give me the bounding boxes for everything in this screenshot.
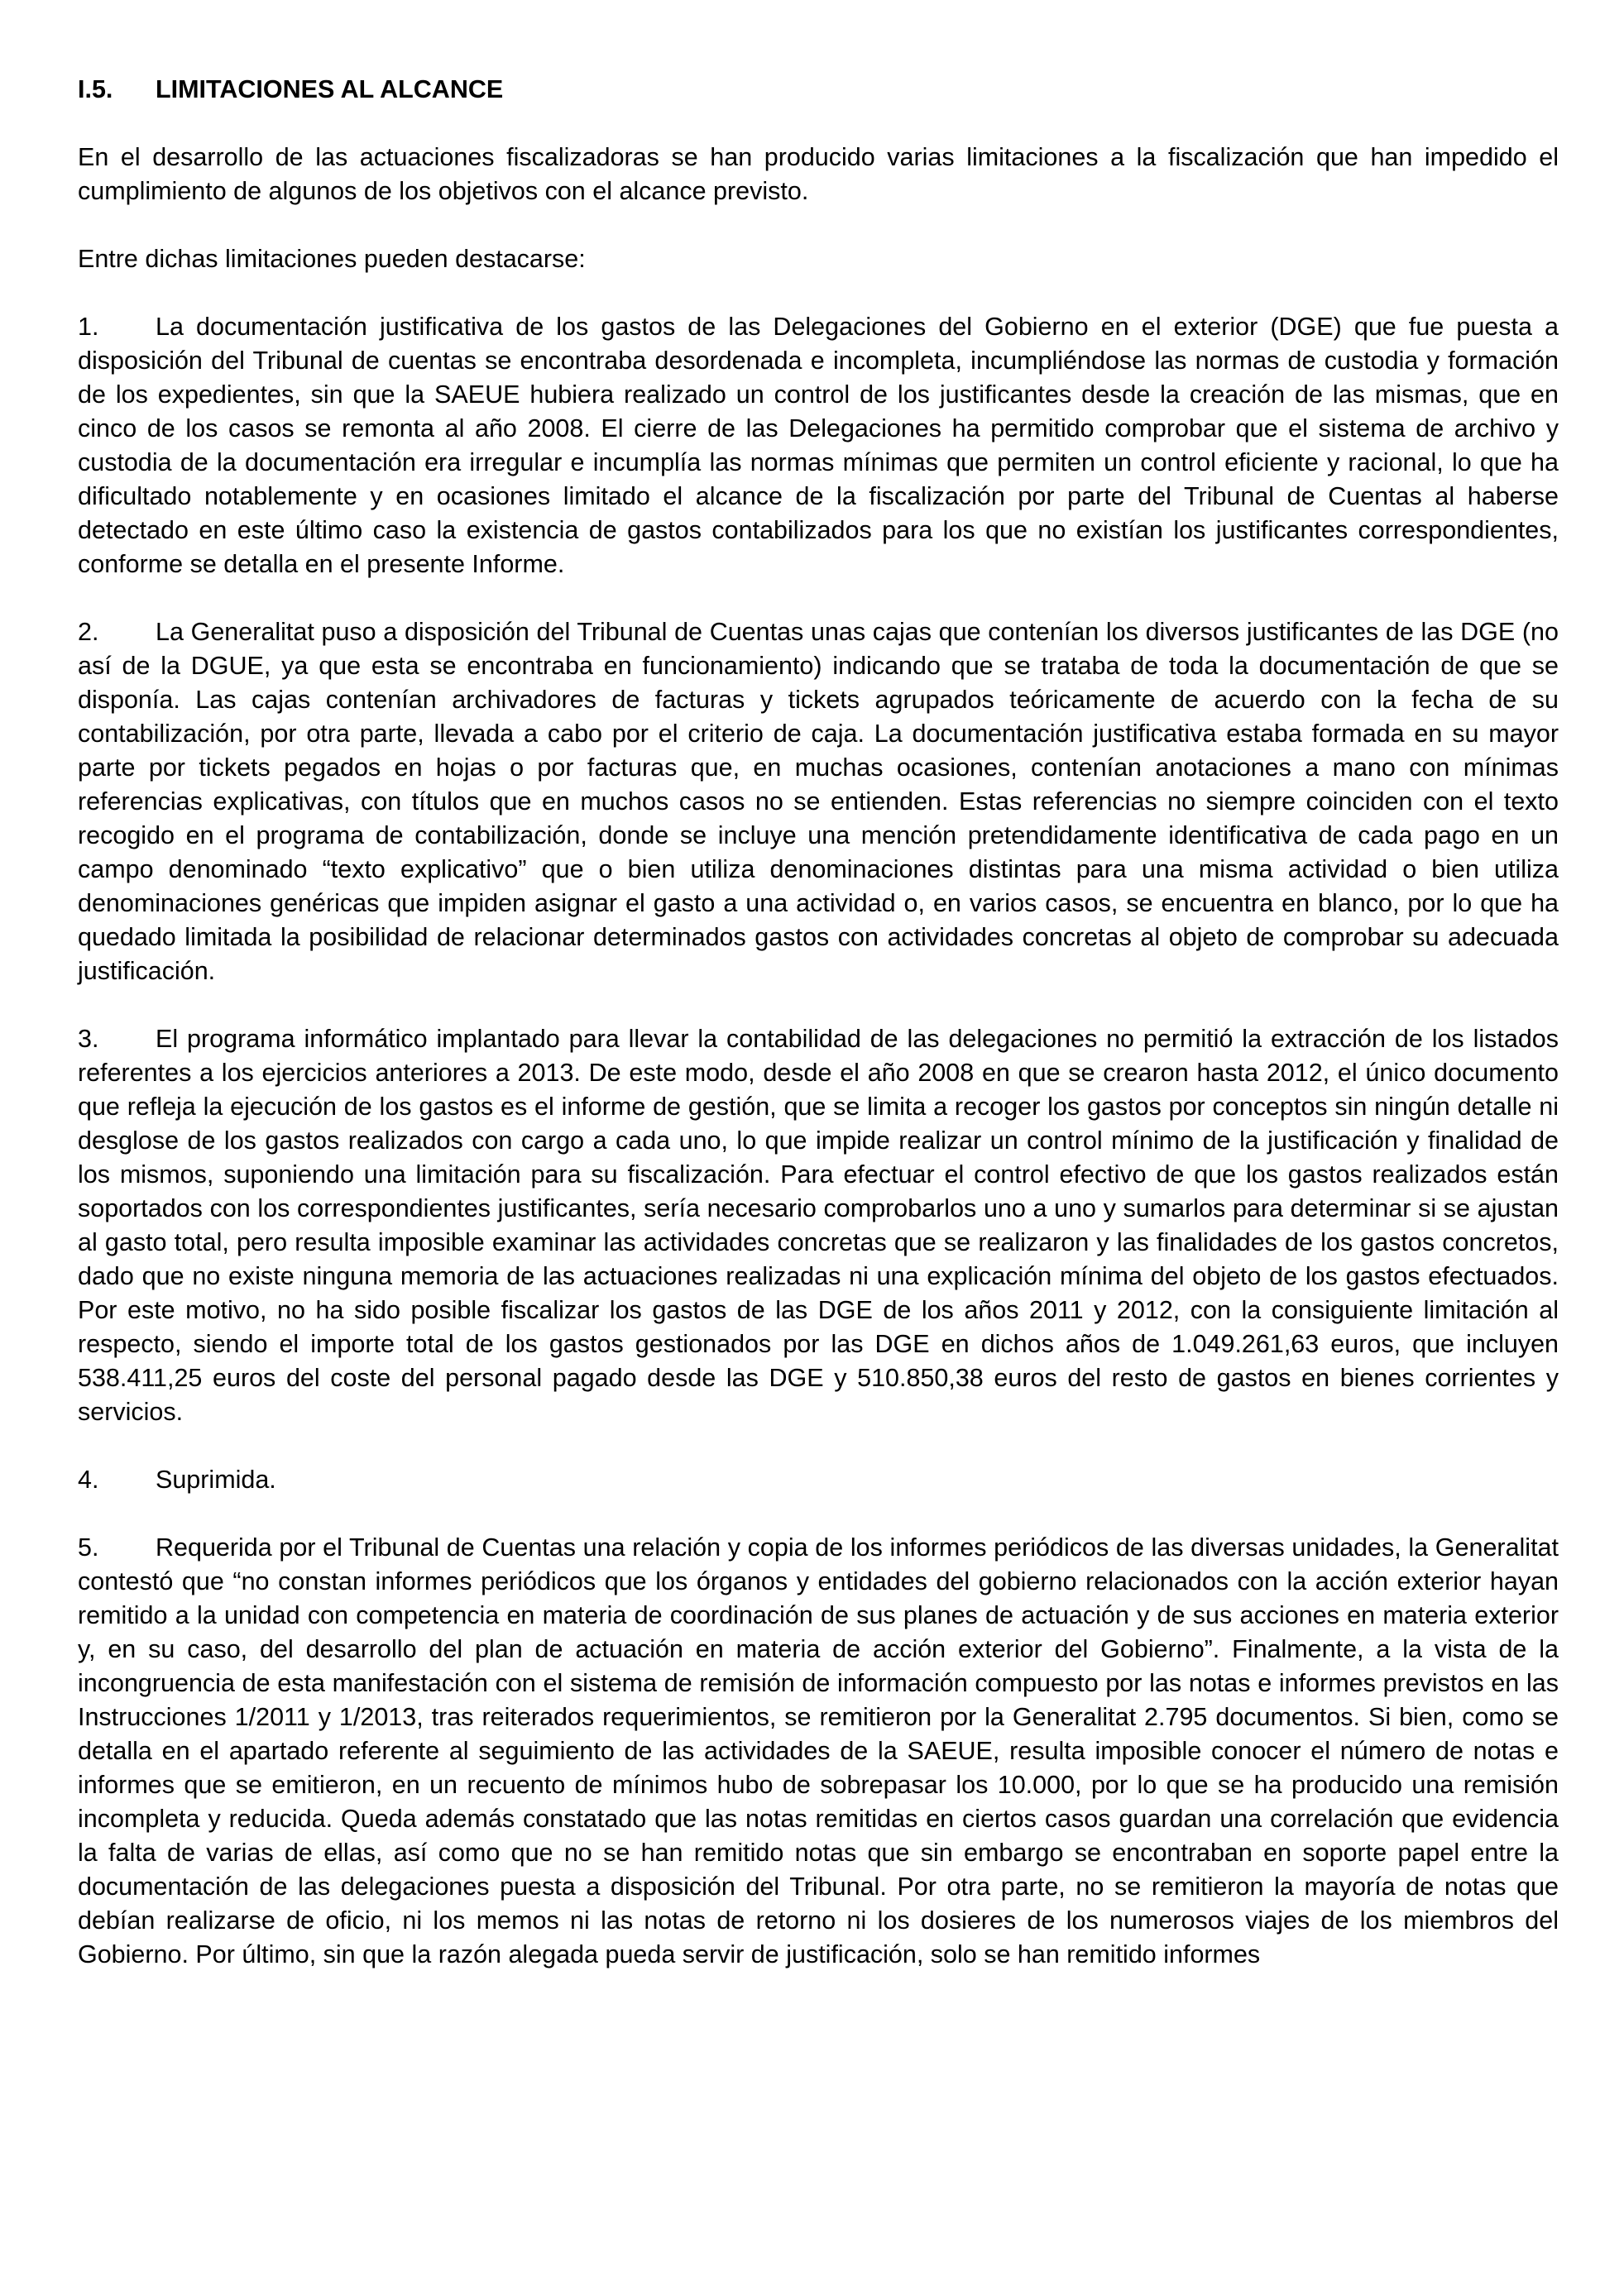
item-text: Suprimida.: [156, 1466, 276, 1494]
item-text: La Generalitat puso a disposición del Tribunal de Cuentas unas cajas que contenían los diversos justificantes de las DGE (no así de la DGUE, ya que esta se encontraba en funcionamiento) indicando que se trataba de toda la documentación de que se disponía. Las cajas contenían archivadores de facturas y tickets agrupados teóricamente de acuerdo con la fecha de su contabilización, por otra parte, llevada a cabo por el criterio de caja. La documentación justificativa estaba formada en su mayor parte por tickets pegados en hojas o por facturas que, en muchas ocasiones, contenían anotaciones a mano con mínimas referencias explicativas, con títulos que en muchos casos no se entienden. Estas referencias no siempre coinciden con el texto recogido en el programa de contabilización, donde se incluye una mención pretendidamente identificativa de cada pago en un campo denominado “texto explicativo” que o bien utiliza denominaciones distintas para una misma actividad o bien utiliza denominaciones genéricas que impiden asignar el gasto a una actividad o, en varios casos, se encuentra en blanco, por lo que ha quedado limitada la posibilidad de relacionar determinados gastos con actividades concretas al objeto de comprobar su adecuada justificación.: [78, 618, 1559, 985]
item-text: El programa informático implantado para llevar la contabilidad de las delegaciones no permitió la extracción de los listados referentes a los ejercicios anteriores a 2013. De este modo, desde el año 2008 en que se crearon hasta 2012, el único documento que refleja la ejecución de los gastos es el informe de gestión, que se limita a recoger los gastos por conceptos sin ningún detalle ni desglose de los gastos realizados con cargo a cada uno, lo que impide realizar un control mínimo de la justificación y finalidad de los mismos, suponiendo una limitación para su fiscalización. Para efectuar el control efectivo de que los gastos realizados están soportados con los correspondientes justificantes, sería necesario comprobarlos uno a uno y sumarlos para determinar si se ajustan al gasto total, pero resulta imposible examinar las actividades concretas que se realizaron y las finalidades de los gastos concretos, dado que no existe ninguna memoria de las actuaciones realizadas ni una explicación mínima del objeto de los gastos efectuados. Por este motivo, no ha sido posible fiscalizar los gastos de las DGE de los años 2011 y 2012, con la consiguiente limitación al respecto, siendo el importe total de los gastos gestionados por las DGE en dichos años de 1.049.261,63 euros, que incluyen 538.411,25 euros del coste del personal pagado desde las DGE y 510.850,38 euros del resto de gastos en bienes corrientes y servicios.: [78, 1025, 1559, 1426]
item-number: 4.: [78, 1466, 99, 1494]
document-page: [78, 73, 1559, 2006]
item-number: 1.: [78, 313, 99, 341]
item-number: 2.: [78, 618, 99, 646]
item-number: 5.: [78, 1533, 99, 1562]
section-number: I.5.: [78, 75, 113, 103]
limitation-item-3: [78, 1022, 1559, 1429]
limitation-item-4: [78, 1463, 1559, 1497]
item-text: La documentación justificativa de los gastos de las Delegaciones del Gobierno en el exterior (DGE) que fue puesta a disposición del Tribunal de cuentas se encontraba desordenada e incompleta, incumpliéndose las normas de custodia y formación de los expedientes, sin que la SAEUE hubiera realizado un control de los justificantes desde la creación de las mismas, que en cinco de los casos se remonta al año 2008. El cierre de las Delegaciones ha permitido comprobar que el sistema de archivo y custodia de la documentación era irregular e incumplía las normas mínimas que permiten un control eficiente y racional, lo que ha dificultado notablemente y en ocasiones limitado el alcance de la fiscalización por parte del Tribunal de Cuentas al haberse detectado en este último caso la existencia de gastos contabilizados para los que no existían los justificantes correspondientes, conforme se detalla en el presente Informe.: [78, 313, 1559, 578]
limitation-item-2: [78, 615, 1559, 988]
lead-paragraph: Entre dichas limitaciones pueden destacarse:: [78, 245, 586, 273]
item-number: 3.: [78, 1025, 99, 1053]
section-title: LIMITACIONES AL ALCANCE: [156, 75, 504, 103]
limitation-item-5: [78, 1531, 1559, 1972]
item-text: Requerida por el Tribunal de Cuentas una relación y copia de los informes periódicos de las diversas unidades, la Generalitat contestó que “no constan informes periódicos que los órganos y entidades del gobierno relacionados con la acción exterior hayan remitido a la unidad con competencia en materia de coordinación de sus planes de actuación y de sus acciones en materia exterior y, en su caso, del desarrollo del plan de actuación en materia de acción exterior del Gobierno”. Finalmente, a la vista de la incongruencia de esta manifestación con el sistema de remisión de información compuesto por las notas e informes previstos en las Instrucciones 1/2011 y 1/2013, tras reiterados requerimientos, se remitieron por la Generalitat 2.795 documentos. Si bien, como se detalla en el apartado referente al seguimiento de las actividades de la SAEUE, resulta imposible conocer el número de notas e informes que se emitieron, en un recuento de mínimos hubo de sobrepasar los 10.000, por lo que se ha producido una remisión incompleta y reducida. Queda además constatado que las notas remitidas en ciertos casos guardan una correlación que evidencia la falta de varias de ellas, así como que no se han remitido notas que sin embargo se encontraban en soporte papel entre la documentación de las delegaciones puesta a disposición del Tribunal. Por otra parte, no se remitieron la mayoría de notas que debían realizarse de oficio, ni los memos ni las notas de retorno ni los dosieres de los numerosos viajes de los miembros del Gobierno. Por último, sin que la razón alegada pueda servir de justificación, solo se han remitido informes: [78, 1533, 1559, 1968]
limitation-item-1: [78, 310, 1559, 581]
intro-paragraph: En el desarrollo de las actuaciones fiscalizadoras se han producido varias limitaciones a la fiscalización que han impedido el cumplimiento de algunos de los objetivos con el alcance previsto.: [78, 143, 1559, 205]
section-heading: [78, 73, 1559, 107]
